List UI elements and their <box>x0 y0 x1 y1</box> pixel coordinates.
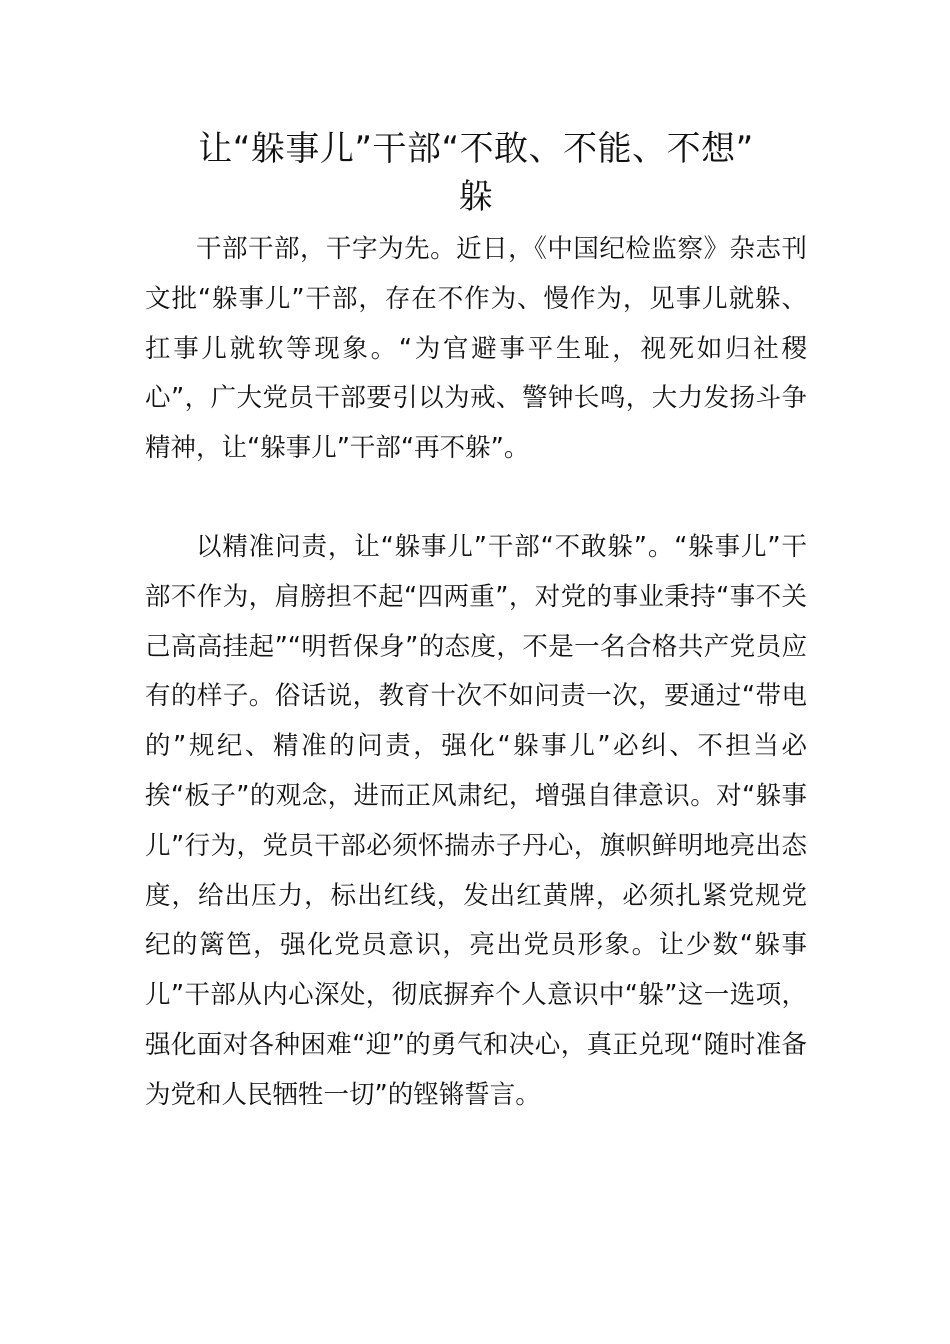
paragraph-intro: 干部干部，干字为先。近日，《中国纪检监察》杂志刊文批“躲事儿”干部，存在不作为、慢作为，见事儿就躲、扛事儿就软等现象。“为官避事平生耻，视死如归社稷心”，广大党员干部要引以为戒、警钟长鸣，大力发扬斗争精神，让“躲事儿”干部“再不躲”。 <box>145 234 807 464</box>
document-page <box>145 125 807 1121</box>
paragraph-accountability: 以精准问责，让“躲事儿”干部“不敢躲”。“躲事儿”干部不作为，肩膀担不起“四两重”，对党的事业秉持“事不关己高高挂起”“明哲保身”的态度，不是一名合格共产党员应有的样子。俗话说，教育十次不如问责一次，要通过“带电的”规纪、精准的问责，强化“躲事儿”必纠、不担当必挨“板子”的观念，进而正风肃纪，增强自律意识。对“躲事儿”行为，党员干部必须怀揣赤子丹心，旗帜鲜明地亮出态度，给出压力，标出红线，发出红黄牌，必须扎紧党规党纪的篱笆，强化党员意识，亮出党员形象。让少数“躲事儿”干部从内心深处，彻底摒弃个人意识中“躲”这一选项，强化面对各种困难“迎”的勇气和决心，真正兑现“随时准备为党和人民牺牲一切”的铿锵誓言。 <box>145 531 807 1110</box>
document-title <box>145 125 807 221</box>
title-line-2: 躲 <box>458 177 494 217</box>
title-line-1: 让“躲事儿”干部“不敢、不能、不想” <box>198 129 754 169</box>
